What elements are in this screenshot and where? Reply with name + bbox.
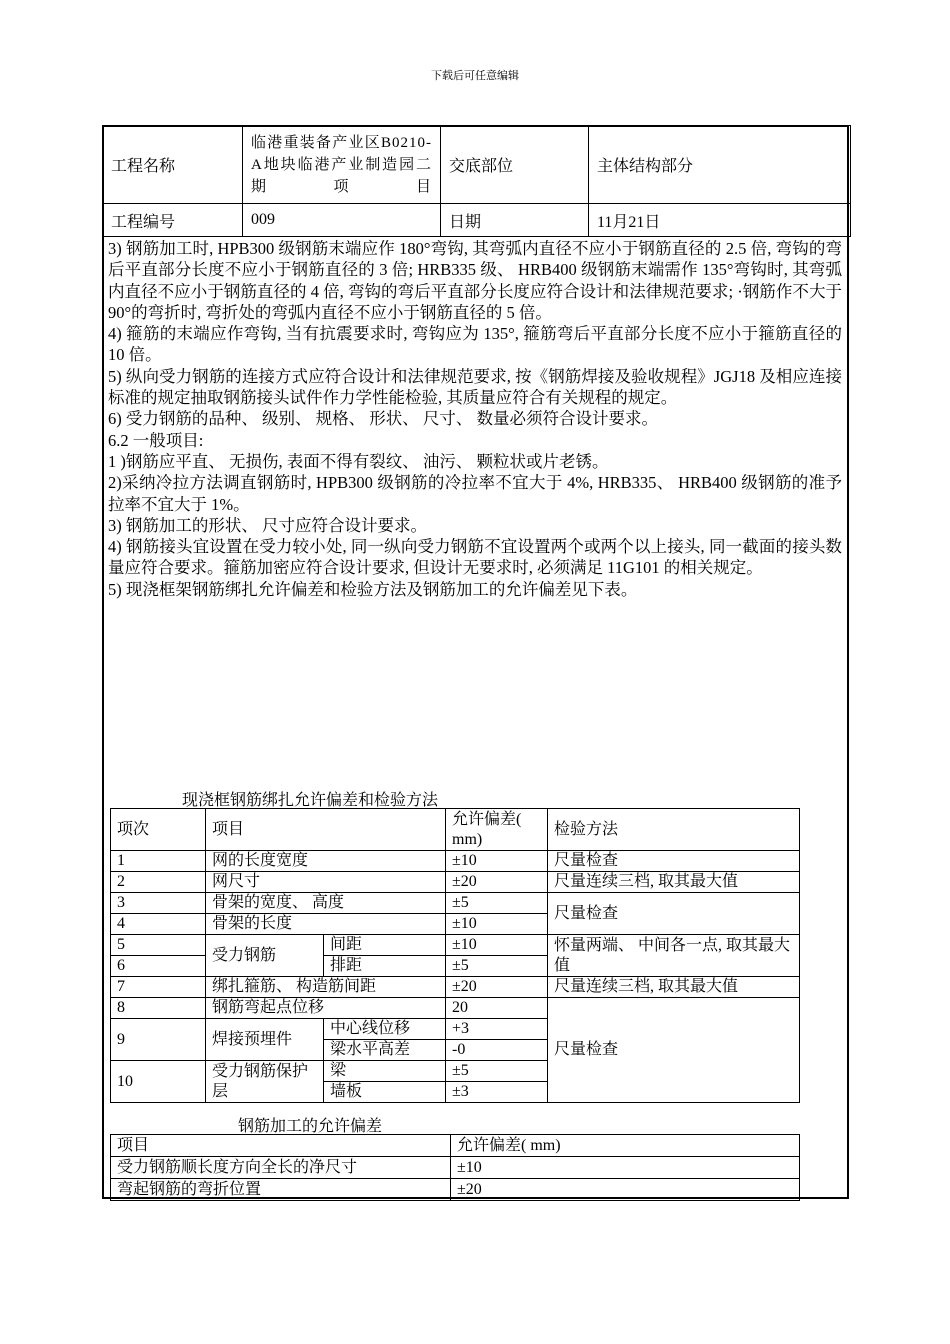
paragraph: 5) 现浇框架钢筋绑扎允许偏差和检验方法及钢筋加工的允许偏差见下表。 (108, 579, 638, 599)
table-header-cell: 检验方法 (548, 809, 800, 851)
paragraph: 5) 纵向受力钢筋的连接方式应符合设计和法律规范要求, 按《钢筋焊接及验收规程》JGJ18 及相应连接标准的规定抽取钢筋接头试件作力学性能检验, 其质量应符合有关规程的规定。 (108, 366, 842, 408)
table-cell: 怀量两端、 中间各一点, 取其最大值 (548, 935, 800, 977)
body-text (108, 238, 842, 600)
date-value: 11月21日 (589, 204, 851, 237)
paragraph: 3) 钢筋加工时, HPB300 级钢筋末端应作 180°弯钩, 其弯弧内直径不应小于钢筋直径的 2.5 倍, 弯钩的弯后平直部分长度不应小于钢筋直径的 3 倍; HRB335 级、 HRB400 级钢筋末端需作 135°弯钩时, 其弯弧内直径不应小于钢筋直径的 4 倍, 弯钩的弯后平直部分长度应符合设计和法律规范要求; ·钢筋作不大于 90°的弯折时, 弯折处的弯弧内直径不应小于钢筋直径的 5 倍。 (108, 239, 842, 322)
table-cell: 尺量检查 (548, 893, 800, 935)
table-cell: 尺量连续三档, 取其最大值 (548, 977, 800, 998)
table-cell: ±5 (446, 1061, 548, 1082)
table-cell: 尺量连续三档, 取其最大值 (548, 872, 800, 893)
table-cell: 受力钢筋顺长度方向全长的净尺寸 (111, 1157, 451, 1179)
table-cell: 骨架的宽度、 高度 (206, 893, 446, 914)
table-cell: ±20 (451, 1179, 800, 1201)
table-cell: 3 (111, 893, 206, 914)
paragraph: 1 )钢筋应平直、 无损伤, 表面不得有裂纹、 油污、 颗粒状或片老锈。 (108, 451, 609, 471)
paragraph: 2)采纳冷拉方法调直钢筋时, HPB300 级钢筋的冷拉率不宜大于 4%, HRB335、 HRB400 级钢筋的准予拉率不宜大于 1%。 (108, 473, 842, 514)
table-cell: 10 (111, 1061, 206, 1103)
table-header-cell: 允许偏差( mm) (446, 809, 548, 851)
table-cell: ±20 (446, 977, 548, 998)
table-cell: 尺量检查 (548, 851, 800, 872)
table-cell: ±10 (446, 851, 548, 872)
paragraph: 6.2 一般项目: (108, 430, 204, 450)
table-cell: ±10 (446, 914, 548, 935)
table-cell: 1 (111, 851, 206, 872)
paragraph: 6) 受力钢筋的品种、 级别、 规格、 形状、 尺寸、 数量必须符合设计要求。 (108, 409, 658, 429)
table-cell: 梁 (324, 1061, 446, 1082)
table-cell: 7 (111, 977, 206, 998)
table-cell: 尺量检查 (548, 998, 800, 1103)
table-header-cell: 允许偏差( mm) (451, 1135, 800, 1157)
table-cell: 网尺寸 (206, 872, 446, 893)
table-cell: 9 (111, 1019, 206, 1061)
date-label: 日期 (441, 204, 589, 237)
project-no-value: 009 (243, 204, 441, 237)
table-header-cell: 项目 (206, 809, 446, 851)
table-cell: 5 (111, 935, 206, 956)
table-cell: 骨架的长度 (206, 914, 446, 935)
table-cell: 绑扎箍筋、 构造筋间距 (206, 977, 446, 998)
processing-tolerance-table (110, 1134, 800, 1201)
table-cell: 8 (111, 998, 206, 1019)
table-cell: 受力钢筋 (206, 935, 324, 977)
table-cell: 6 (111, 956, 206, 977)
table-cell: ±5 (446, 893, 548, 914)
table-cell: ±3 (446, 1082, 548, 1103)
table-cell: 网的长度宽度 (206, 851, 446, 872)
table2-title: 钢筋加工的允许偏差 (238, 1118, 383, 1135)
table-cell: 墙板 (324, 1082, 446, 1103)
table-cell: 4 (111, 914, 206, 935)
table-cell: ±10 (451, 1157, 800, 1179)
handover-part-value: 主体结构部分 (589, 126, 851, 204)
table-header-cell: 项目 (111, 1135, 451, 1157)
project-name-value: 临港重装备产业区B0210-A地块临港产业制造园二期项目 (243, 126, 441, 204)
table-cell: 间距 (324, 935, 446, 956)
watermark-text: 下载后可任意编辑 (431, 70, 519, 82)
table-cell: ±20 (446, 872, 548, 893)
paragraph: 3) 钢筋加工的形状、 尺寸应符合设计要求。 (108, 515, 427, 535)
table1-title: 现浇框钢筋绑扎允许偏差和检验方法 (182, 792, 439, 809)
tolerance-table (110, 808, 800, 1103)
project-no-label: 工程编号 (103, 204, 243, 237)
header-table (102, 125, 851, 237)
table-cell: 弯起钢筋的弯折位置 (111, 1179, 451, 1201)
table-cell: 钢筋弯起点位移 (206, 998, 446, 1019)
table-cell: ±5 (446, 956, 548, 977)
paragraph: 4) 钢筋接头宜设置在受力较小处, 同一纵向受力钢筋不宜设置两个或两个以上接头, 同一截面的接头数量应符合要求。箍筋加密应符合设计要求, 但设计无要求时, 必须满足 11G101 的相关规定。 (108, 537, 842, 578)
paragraph: 4) 箍筋的末端应作弯钩, 当有抗震要求时, 弯钩应为 135°, 箍筋弯后平直部分长度不应小于箍筋直径的 10 倍。 (108, 324, 842, 365)
table-cell: 梁水平高差 (324, 1040, 446, 1061)
project-name-label: 工程名称 (103, 126, 243, 204)
table-cell: ±10 (446, 935, 548, 956)
table-cell: 受力钢筋保护层 (206, 1061, 324, 1103)
table-cell: 排距 (324, 956, 446, 977)
table-cell: +3 (446, 1019, 548, 1040)
table-cell: 焊接预埋件 (206, 1019, 324, 1061)
table-cell: 2 (111, 872, 206, 893)
handover-part-label: 交底部位 (441, 126, 589, 204)
table-cell: 中心线位移 (324, 1019, 446, 1040)
table-header-cell: 项次 (111, 809, 206, 851)
table-cell: -0 (446, 1040, 548, 1061)
table-cell: 20 (446, 998, 548, 1019)
